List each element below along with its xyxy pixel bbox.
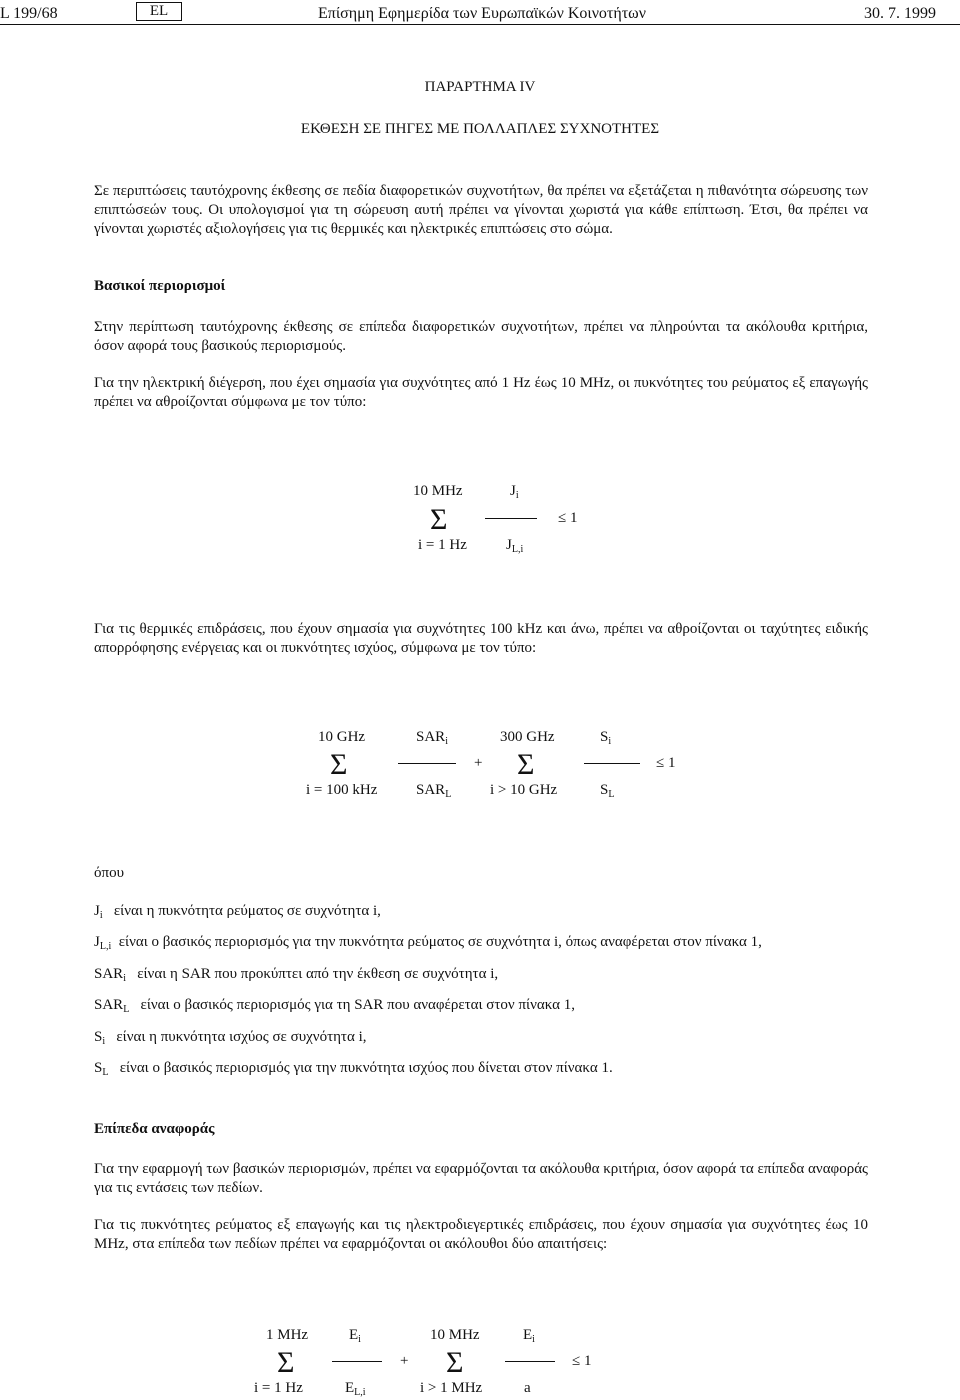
annex-title: ΠΑΡΑΡΤΗΜΑ IV [424,79,536,95]
inequality: ≤ 1 [572,1353,592,1369]
sum2-upper-limit: 10 MHz [430,1327,480,1343]
definition-item: $S_L$ είναι ο βασικός περιορισμός για την πυκνότητα ισχύος που δίνεται στον πίνακα 1. [94,1060,613,1078]
fraction-numerator: $J_i$ [510,483,519,501]
inequality: ≤ 1 [558,510,578,526]
plus-sign: + [474,755,483,771]
inequality: ≤ 1 [656,755,676,771]
section1-paragraph-2: Για την ηλεκτρική διέγερση, που έχει σημασία για συχνότητες από 1 Hz έως 10 MHz, οι πυκνότητες του ρεύματος εξ επαγωγής πρέπει να αθροίζονται σύμφωνα με τον τύπο: [94,375,868,410]
sum2-upper-limit: 300 GHz [500,729,555,745]
definition-item: $SAR_L$ είναι ο βασικός περιορισμός για τη SAR που αναφέρεται στον πίνακα 1, [94,997,575,1015]
sum-lower-limit: i = 1 Hz [418,537,467,553]
sigma-symbol: Σ [430,503,448,536]
sum1-lower-limit: i = 100 kHz [306,782,378,798]
fraction1-denominator: $SAR_L$ [416,782,452,800]
section2-paragraph-2: Για τις πυκνότητες ρεύματος εξ επαγωγής και τις ηλεκτροδιεγερτικές επιδράσεις, που έχουν σημασία για συχνότητες έως 10 MHz, στα επίπεδα των πεδίων πρέπει να εφαρμόζονται οι ακόλουθοι δύο απαιτήσεις: [94,1217,868,1252]
definition-item: $S_i$ είναι η πυκνότητα ισχύος σε συχνότητα i, [94,1029,367,1047]
fraction1-numerator: $E_i$ [349,1327,361,1345]
sum1-lower-limit: i = 1 Hz [254,1380,303,1396]
fraction-denominator: $J_{L,i}$ [506,537,524,555]
fraction-bar [485,518,537,519]
sigma-symbol-1: Σ [330,748,348,781]
sigma-symbol-2: Σ [446,1346,464,1379]
fraction2-bar [505,1361,555,1362]
journal-title: Επίσημη Εφημερίδα των Ευρωπαϊκών Κοινοτήτων [318,5,646,22]
where-label: όπου [94,865,124,881]
section2-paragraph-1: Για την εφαρμογή των βασικών περιορισμών, πρέπει να εφαρμόζονται τα ακόλουθα κριτήρια, όσον αφορά τα επίπεδα αναφοράς για τις εντάσεις των πεδίων. [94,1161,868,1196]
page-reference: L 199/68 [0,5,58,22]
plus-sign: + [400,1353,409,1369]
definition-item: $J_i$ είναι η πυκνότητα ρεύματος σε συχνότητα i, [94,903,381,921]
language-code-box: EL [136,2,182,21]
fraction2-numerator: $E_i$ [523,1327,535,1345]
fraction1-bar [398,763,456,764]
definition-item: $SAR_i$ είναι η SAR που προκύπτει από την έκθεση σε συχνότητα i, [94,966,499,984]
sigma-symbol-1: Σ [277,1346,295,1379]
fraction2-numerator: $S_i$ [600,729,612,747]
fraction1-denominator: $E_{L,i}$ [345,1380,366,1398]
intro-paragraph: Σε περιπτώσεις ταυτόχρονης έκθεσης σε πεδία διαφορετικών συχνοτήτων, θα πρέπει να εξετάζεται η πιθανότητα σώρευσης των επιπτώσεών τους. Οι υπολογισμοί για τη σώρευση αυτή πρέπει να γίνονται χωριστά για κάθε επίπτωση. Έτσι, θα πρέπει να γίνονται χωριστές αξιολογήσεις για τις θερμικές και ηλεκτρικές επιπτώσεις στο σώμα. [94,183,868,237]
section-heading-basic-restrictions: Βασικοί περιορισμοί [94,278,226,294]
fraction2-denominator: a [524,1380,531,1396]
fraction1-numerator: $SAR_i$ [416,729,448,747]
sum2-lower-limit: i > 10 GHz [490,782,558,798]
annex-subtitle: ΕΚΘΕΣΗ ΣΕ ΠΗΓΕΣ ΜΕ ΠΟΛΛΑΠΛΕΣ ΣΥΧΝΟΤΗΤΕΣ [300,121,660,137]
sum2-lower-limit: i > 1 MHz [420,1380,483,1396]
sum1-upper-limit: 10 GHz [318,729,366,745]
section1-paragraph-3: Για τις θερμικές επιδράσεις, που έχουν σημασία για συχνότητες 100 kHz και άνω, πρέπει να αθροίζονται οι ταχύτητες ειδικής απορρόφησης ενέργειας και οι πυκνότητες ισχύος, σύμφωνα με τον τύπο: [94,621,868,656]
fraction2-bar [584,763,640,764]
sum-upper-limit: 10 MHz [413,483,463,499]
publication-date: 30. 7. 1999 [864,5,936,22]
section1-paragraph-1: Στην περίπτωση ταυτόχρονης έκθεσης σε επίπεδα διαφορετικών συχνοτήτων, πρέπει να πληρούνται τα ακόλουθα κριτήρια, όσον αφορά τους βασικούς περιορισμούς. [94,319,868,354]
header-rule [0,24,960,25]
section-heading-reference-levels: Επίπεδα αναφοράς [94,1121,215,1137]
definition-item: $J_{L,i}$ είναι ο βασικός περιορισμός για την πυκνότητα ρεύματος σε συχνότητα i, όπως αναφέρεται στον πίνακα 1, [94,934,762,952]
fraction1-bar [332,1361,382,1362]
sum1-upper-limit: 1 MHz [266,1327,309,1343]
fraction2-denominator: $S_L$ [600,782,615,800]
sigma-symbol-2: Σ [517,748,535,781]
